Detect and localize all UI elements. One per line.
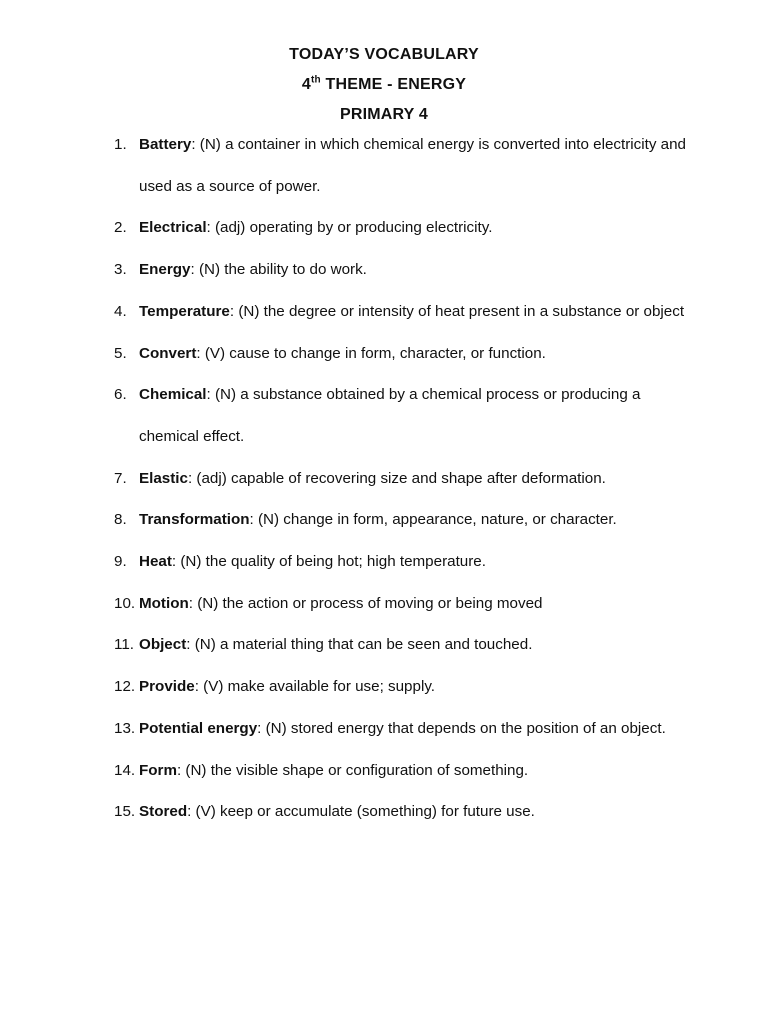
- vocabulary-term: Provide: [139, 678, 195, 696]
- vocabulary-definition: : (adj) operating by or producing electricity.: [206, 219, 493, 237]
- vocabulary-definition: : (V) make available for use; supply.: [194, 678, 436, 696]
- vocabulary-item: [114, 207, 694, 249]
- item-number: 3.: [114, 261, 127, 279]
- vocabulary-term: Energy: [139, 261, 191, 279]
- theme-name: THEME - ENERGY: [320, 76, 467, 93]
- item-number: 13.: [114, 719, 136, 737]
- theme-number: 4: [301, 76, 312, 93]
- item-number: 5.: [114, 344, 127, 362]
- vocabulary-definition: : (N) the visible shape or configuration of something.: [176, 761, 529, 779]
- vocabulary-item: [114, 333, 694, 375]
- item-number: 1.: [114, 136, 127, 153]
- vocabulary-list: [114, 124, 694, 833]
- vocabulary-term: Elastic: [139, 469, 188, 487]
- vocabulary-term: Transformation: [139, 511, 250, 529]
- item-number: 14.: [114, 761, 136, 779]
- vocabulary-item: [114, 624, 694, 666]
- vocabulary-term: Temperature: [139, 302, 230, 320]
- vocabulary-term: Object: [139, 636, 187, 654]
- vocabulary-item: [114, 374, 694, 457]
- vocabulary-item: [114, 583, 694, 625]
- vocabulary-term: Form: [139, 761, 177, 779]
- vocabulary-term: Heat: [139, 553, 172, 571]
- vocabulary-item: [114, 666, 694, 708]
- vocabulary-definition: : (V) cause to change in form, character, or function.: [196, 344, 546, 362]
- theme-ordinal-suffix: th: [311, 74, 321, 86]
- item-number: 15.: [114, 803, 136, 821]
- item-number: 2.: [114, 219, 127, 237]
- document-title: TODAY’S VOCABULARY: [289, 46, 479, 63]
- vocabulary-definition: : (adj) capable of recovering size and shape after deformation.: [187, 469, 606, 487]
- vocabulary-item: [114, 458, 694, 500]
- vocabulary-definition: : (N) the degree or intensity of heat present in a substance or object: [229, 302, 685, 320]
- vocabulary-item: [114, 291, 694, 333]
- vocabulary-term: Battery: [139, 136, 192, 153]
- vocabulary-term: Chemical: [139, 386, 207, 404]
- vocabulary-item: [114, 124, 694, 207]
- vocabulary-definition: : (N) a substance obtained by a chemical process or producing a chemical effect.: [139, 386, 641, 445]
- vocabulary-item: [114, 708, 694, 750]
- vocabulary-definition: : (V) keep or accumulate (something) for future use.: [187, 803, 535, 821]
- vocabulary-item: [114, 499, 694, 541]
- vocabulary-item: [114, 541, 694, 583]
- theme-heading: [0, 70, 768, 100]
- vocabulary-definition: : (N) the action or process of moving or being moved: [188, 594, 543, 612]
- item-number: 10.: [114, 594, 136, 612]
- item-number: 4.: [114, 302, 127, 320]
- vocabulary-term: Electrical: [139, 219, 207, 237]
- vocabulary-term: Convert: [139, 344, 197, 362]
- vocabulary-definition: : (N) a material thing that can be seen and touched.: [186, 636, 533, 654]
- vocabulary-definition: : (N) a container in which chemical energy is converted into electricity and used as a source of power.: [139, 136, 687, 195]
- vocabulary-item: [114, 249, 694, 291]
- vocabulary-definition: : (N) stored energy that depends on the position of an object.: [257, 719, 666, 737]
- vocabulary-item: [114, 791, 694, 833]
- item-number: 8.: [114, 511, 127, 529]
- vocabulary-definition: : (N) the quality of being hot; high temperature.: [171, 553, 486, 571]
- item-number: 7.: [114, 469, 127, 487]
- item-number: 9.: [114, 553, 127, 571]
- vocabulary-definition: : (N) change in form, appearance, nature, or character.: [249, 511, 617, 529]
- vocabulary-definition: : (N) the ability to do work.: [190, 261, 367, 279]
- item-number: 12.: [114, 678, 136, 696]
- document-header: [0, 40, 768, 130]
- vocabulary-term: Motion: [139, 594, 189, 612]
- vocabulary-item: [114, 750, 694, 792]
- vocabulary-term: Stored: [139, 803, 188, 821]
- grade-heading: PRIMARY 4: [339, 106, 429, 123]
- item-number: 6.: [114, 386, 127, 404]
- item-number: 11.: [114, 636, 134, 654]
- vocabulary-term: Potential energy: [139, 719, 258, 737]
